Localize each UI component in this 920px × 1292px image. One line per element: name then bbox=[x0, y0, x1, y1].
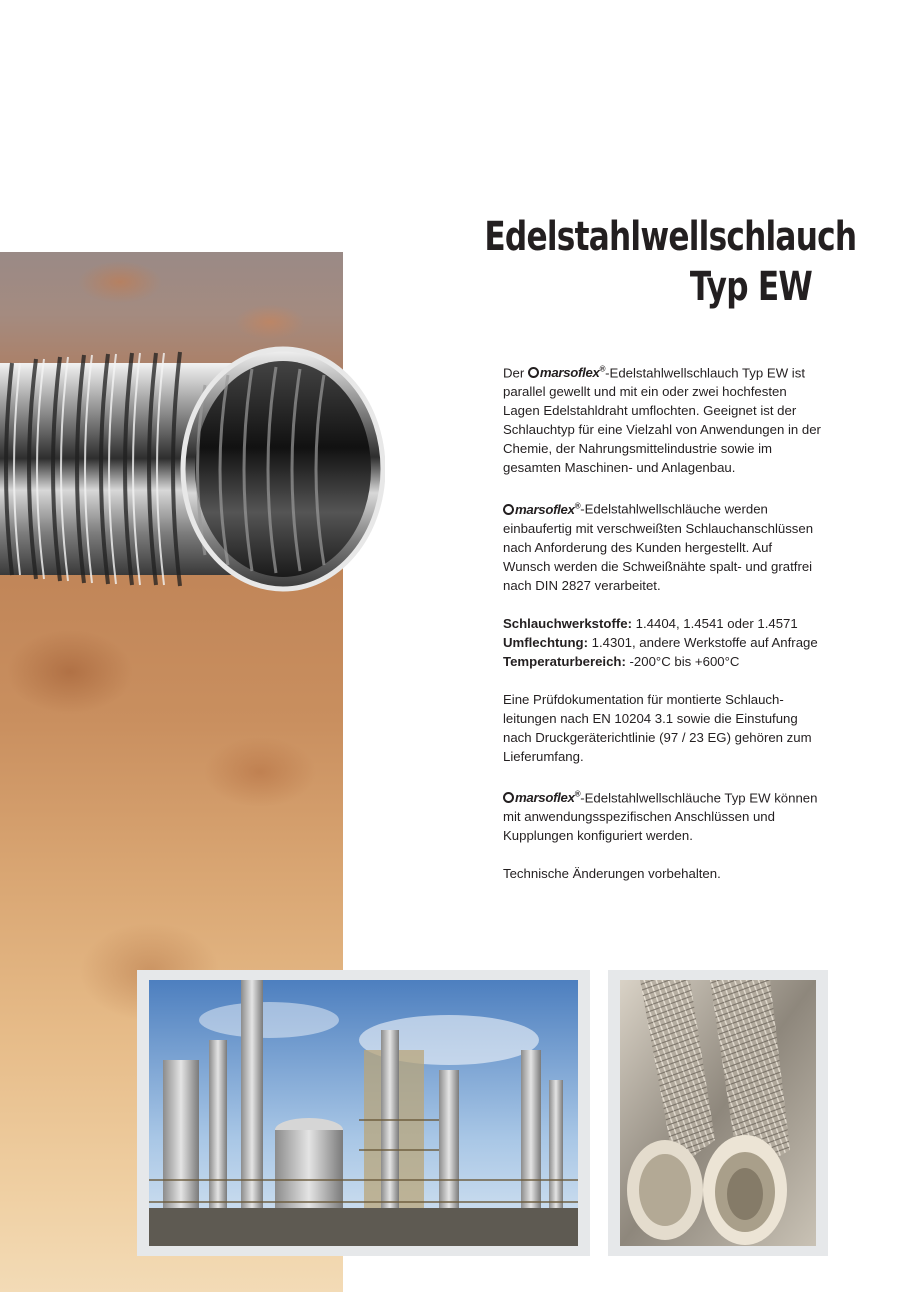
spec-value: 1.4404, 1.4541 oder 1.4571 bbox=[631, 615, 798, 631]
paragraph-disclaimer: Technische Änderungen vorbehalten. bbox=[503, 866, 721, 882]
braided-hose-photo-frame bbox=[608, 970, 828, 1256]
paragraph-manufacturing bbox=[503, 496, 823, 594]
paragraph-documentation: Eine Prüfdokumentation für montierte Schlauchleitungen nach EN 10204 3.1 sowie die Einstufung nach Druckgeräterichtlinie (97 / 23 EG) gehören zum Lieferumfang. bbox=[503, 691, 812, 764]
paragraph-configuration bbox=[503, 785, 823, 845]
brand-logo bbox=[528, 365, 605, 380]
registered-mark: ® bbox=[574, 501, 581, 511]
spec-label: Umflechtung: bbox=[503, 634, 588, 650]
brand-mark-icon bbox=[503, 792, 514, 803]
corrugated-hose-image bbox=[0, 345, 385, 595]
headline-line-1: Edelstahlwellschlauch bbox=[484, 214, 857, 260]
spec-braiding bbox=[503, 633, 823, 652]
refinery-photo-frame bbox=[137, 970, 590, 1256]
page-headline bbox=[484, 212, 857, 312]
spec-value: 1.4301, andere Werkstoffe auf Anfrage bbox=[587, 634, 818, 650]
spec-label: Schlauchwerkstoffe: bbox=[503, 615, 632, 631]
brand-mark-icon bbox=[503, 504, 514, 515]
configuration-text: -Edelstahlwellschläuche Typ EW können mit anwendungsspezifischen Anschlüssen und Kupplungen konfiguriert werden. bbox=[503, 790, 818, 844]
registered-mark: ® bbox=[574, 789, 581, 799]
intro-prefix: Der bbox=[503, 365, 528, 381]
braided-hose-photo bbox=[620, 980, 816, 1246]
spec-list bbox=[503, 614, 823, 671]
brand-mark-icon bbox=[528, 367, 539, 378]
spec-hose-material bbox=[503, 614, 823, 633]
manufacturing-text: -Edelstahlwellschläuche werden einbaufertig mit verschweißten Schlauchanschlüssen nach Anforderung des Kunden hergestellt. Auf Wunsch werden die Schweißnähte spalt- und gratfrei nach DIN 2827 verarbeitet. bbox=[503, 501, 814, 593]
spec-label: Temperaturbereich: bbox=[503, 653, 626, 669]
brand-logo bbox=[503, 790, 580, 805]
intro-text: -Edelstahlwellschlauch Typ EW ist parallel gewellt und mit ein oder zwei hochfesten Lagen Edelstahldraht umflochten. Geeignet ist der Schlauchtyp für eine Vielzahl von Anwendungen in der Chemie, der Nahrungsmittelindustrie sowie im gesamten Maschinen- und Anlagenbau. bbox=[503, 365, 821, 476]
paragraph-intro bbox=[503, 360, 823, 477]
brand-name: marsoflex bbox=[515, 501, 575, 517]
product-description bbox=[503, 360, 823, 902]
brand-name: marsoflex bbox=[539, 365, 600, 381]
spec-value: -200°C bis +600°C bbox=[625, 653, 740, 669]
brand-logo bbox=[503, 502, 580, 517]
refinery-photo bbox=[149, 980, 578, 1246]
headline-line-2: Typ EW bbox=[689, 264, 812, 310]
spec-temperature bbox=[503, 652, 823, 671]
brand-name: marsoflex bbox=[515, 790, 575, 806]
registered-mark: ® bbox=[599, 365, 606, 374]
